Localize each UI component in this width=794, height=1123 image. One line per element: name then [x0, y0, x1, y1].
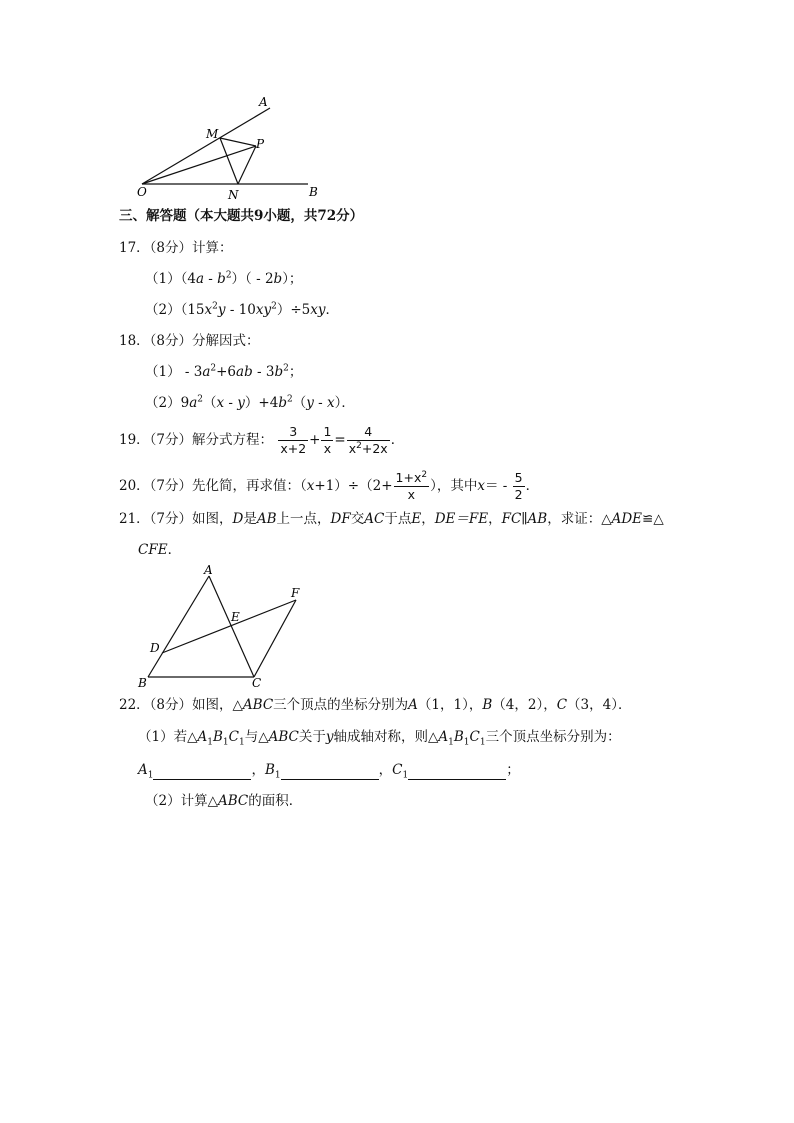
label-a: A: [259, 95, 268, 109]
var: b: [273, 271, 283, 287]
section-heading: 三、解答题（本大题共9小题，共72分）: [119, 208, 364, 224]
var: y: [237, 395, 245, 411]
var: b: [278, 395, 287, 411]
text: （2）（15: [145, 302, 205, 318]
subscript: 1: [402, 770, 409, 781]
var: x: [327, 395, 335, 411]
var: ADE: [611, 511, 643, 527]
subscript: 1: [207, 737, 213, 748]
exponent: 2: [271, 301, 277, 312]
text: （4，2），: [492, 697, 557, 713]
var: b: [274, 364, 284, 380]
q17-part2: [145, 300, 339, 320]
q22-stem: [119, 695, 631, 715]
text: +1）÷（2+: [314, 478, 393, 494]
exponent: 2: [421, 469, 428, 480]
var: FC∥AB: [501, 511, 548, 527]
text: 21．（7分）如图，: [119, 511, 233, 527]
text: ．: [325, 302, 339, 318]
text: （1）若△: [138, 729, 198, 745]
var: x: [204, 302, 213, 318]
denominator: x: [323, 441, 332, 456]
text: （: [202, 395, 217, 411]
text: ；: [506, 762, 520, 778]
figure-angle-aob: [128, 92, 328, 202]
var: D: [232, 511, 244, 527]
text: 上一点，: [276, 511, 331, 527]
segment-op: [142, 146, 256, 184]
var: x: [306, 478, 315, 494]
text: （3，4）．: [567, 697, 632, 713]
text: ．: [167, 542, 182, 558]
exponent: 2: [197, 394, 203, 405]
var: AB: [256, 511, 277, 527]
var: x: [477, 478, 485, 494]
subscript: 1: [147, 770, 154, 781]
q18-part2: [145, 393, 355, 413]
text: - 3: [252, 364, 275, 380]
text: 与△: [244, 729, 269, 745]
subscript: 1: [463, 737, 470, 748]
text: +2x: [361, 441, 388, 456]
text: ）+4: [244, 395, 279, 411]
label-p: P: [256, 137, 265, 151]
text: （2）9: [145, 395, 190, 411]
text: x: [348, 441, 357, 456]
fraction-5-over-2: [513, 470, 525, 503]
var: A: [197, 729, 208, 745]
text: ）（ - 2: [231, 271, 274, 287]
q21-line2: [138, 540, 181, 560]
text: ＝ -: [484, 478, 512, 494]
var: E: [411, 511, 422, 527]
label-e: E: [231, 610, 240, 624]
ray-oa: [142, 108, 270, 184]
denominator: x+2: [280, 441, 307, 456]
text: ）÷5: [276, 302, 311, 318]
figure-triangle-svg: [134, 560, 314, 690]
text: 20．（7分）先化简，再求值：（: [119, 478, 307, 494]
q17-stem: 17．（8分）计算：: [119, 240, 233, 256]
subscript: 1: [238, 737, 245, 748]
subscript: 1: [274, 770, 281, 781]
exponent: 2: [356, 440, 362, 451]
segment-ab: [148, 576, 209, 677]
var: A: [438, 729, 449, 745]
subscript: 1: [448, 737, 454, 748]
segment-mn: [220, 138, 238, 184]
text: -: [313, 395, 327, 411]
q20-line: [119, 470, 539, 503]
var: xy: [310, 302, 326, 318]
text: ，: [488, 511, 502, 527]
fraction-1-over-x: [321, 424, 333, 457]
q22-answer-blanks: [138, 760, 520, 780]
var: y: [325, 729, 334, 745]
var: C: [392, 762, 403, 778]
exponent: 2: [225, 270, 232, 281]
subscript: 1: [479, 737, 486, 748]
var: C: [228, 729, 239, 745]
text: 交: [350, 511, 365, 527]
text: 22．（8分）如图，△: [119, 697, 243, 713]
figure-triangle-abc: [134, 560, 314, 690]
exponent: 2: [210, 363, 217, 374]
text: ；: [288, 364, 303, 380]
fraction-4-over-x2-plus-2x: [347, 424, 390, 457]
text: ≌△: [642, 511, 664, 527]
numerator: 4: [347, 424, 390, 441]
var: y: [306, 395, 314, 411]
text: 三个顶点的坐标分别为: [273, 697, 409, 713]
var: b: [217, 271, 226, 287]
var: y: [217, 302, 226, 318]
denominator: 2: [514, 487, 523, 502]
text: ，: [251, 762, 265, 778]
var: a: [189, 395, 198, 411]
var: B: [453, 729, 464, 745]
equals-sign: =: [334, 432, 346, 448]
answer-blank-c1[interactable]: [408, 765, 506, 780]
text: - 10: [225, 302, 256, 318]
text: （2）计算△: [145, 793, 218, 809]
plus-sign: +: [309, 432, 321, 448]
label-b: B: [138, 676, 147, 690]
label-b: B: [309, 185, 318, 199]
var: x: [216, 395, 225, 411]
label-d: D: [150, 641, 160, 655]
var: B: [264, 762, 275, 778]
var: a: [202, 364, 211, 380]
q18-stem: 18．（8分）分解因式：: [119, 333, 260, 349]
fraction-3-over-x-plus-2: [278, 424, 308, 457]
numerator: 1: [323, 424, 332, 439]
denominator: [347, 441, 390, 457]
q22-part2: [145, 791, 302, 811]
text: ）．: [334, 395, 355, 411]
q21-line1: [119, 509, 664, 529]
label-n: N: [228, 188, 239, 202]
text: ，: [421, 511, 435, 527]
numerator: 3: [278, 424, 308, 441]
numerator: [394, 470, 430, 487]
text: 1+x: [395, 470, 422, 485]
segment-fc: [254, 600, 296, 677]
var: ABC: [217, 793, 249, 809]
text: 关于: [298, 729, 326, 745]
text: ．: [390, 432, 405, 448]
subscript: 1: [222, 737, 229, 748]
fraction-1-plus-x2-over-x: [394, 470, 430, 503]
label-f: F: [291, 586, 300, 600]
var: CFE: [138, 542, 168, 558]
var: DF: [330, 511, 351, 527]
exponent: 2: [283, 363, 289, 374]
var: DE＝FE: [434, 511, 489, 527]
var: C: [469, 729, 480, 745]
label-m: M: [206, 127, 219, 141]
var: ab: [236, 364, 253, 380]
var: C: [556, 697, 568, 713]
text: （1）（4: [145, 271, 196, 287]
text: （1） - 3: [145, 364, 203, 380]
text: -: [224, 395, 238, 411]
segment-df: [162, 600, 296, 653]
segment-ac: [209, 576, 254, 677]
var: B: [212, 729, 223, 745]
figure-angle-svg: [128, 92, 328, 202]
numerator: 5: [514, 470, 523, 485]
text: -: [204, 271, 218, 287]
var: A: [408, 697, 418, 713]
text: ，求证：△: [547, 511, 612, 527]
label-a: A: [204, 563, 213, 577]
answer-blank-b1[interactable]: [281, 765, 379, 780]
var: ABC: [268, 729, 299, 745]
denominator: x: [407, 487, 416, 502]
var: ABC: [242, 697, 274, 713]
q19-line: [119, 424, 404, 457]
text: （1，1），: [417, 697, 483, 713]
text: 于点: [384, 511, 412, 527]
text: （: [292, 395, 307, 411]
text: ）；: [282, 271, 303, 287]
exponent: 2: [212, 301, 218, 312]
q19-stem: 19．（7分）解分式方程：: [119, 432, 274, 448]
text: 是: [243, 511, 257, 527]
label-c: C: [252, 676, 262, 690]
var: a: [195, 271, 204, 287]
label-o: O: [137, 185, 147, 199]
segment-mp: [220, 138, 256, 146]
exponent: 2: [286, 394, 293, 405]
var: B: [482, 697, 493, 713]
var: A: [138, 762, 148, 778]
text: ），其中: [430, 478, 478, 494]
var: AC: [364, 511, 385, 527]
text: 轴成轴对称，则△: [333, 729, 439, 745]
q17-part1: [145, 269, 302, 289]
text: 三个顶点坐标分别为：: [485, 729, 621, 745]
q22-part1: [138, 727, 621, 747]
text: 的面积．: [248, 793, 303, 809]
var: xy: [255, 302, 272, 318]
answer-blank-a1[interactable]: [153, 765, 251, 780]
text: ，: [378, 762, 393, 778]
text: ．: [525, 478, 540, 494]
text: +6: [216, 364, 237, 380]
q18-part1: [145, 362, 302, 382]
